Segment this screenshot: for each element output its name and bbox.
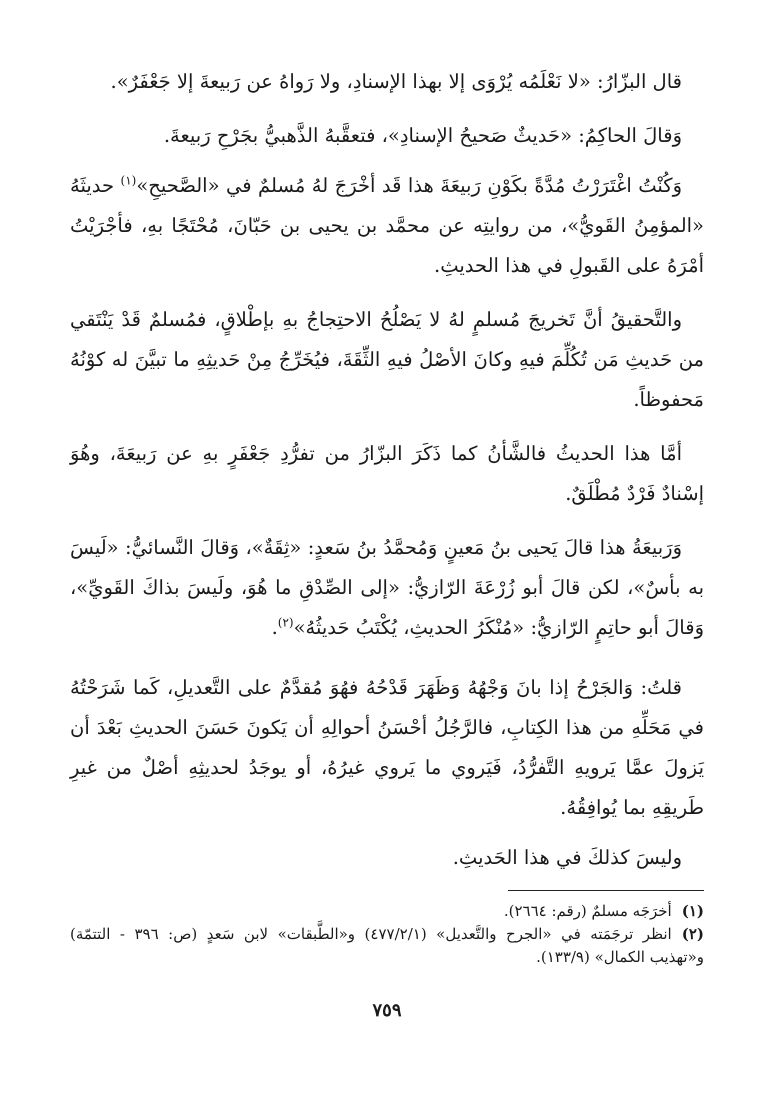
footnotes bbox=[70, 900, 704, 969]
footnote-text: أخرَجَه مسلمٌ (رقم: ٢٦٦٤). bbox=[503, 902, 672, 920]
paragraph-text: قال البزّارُ: «لا نَعْلَمُه يُرْوَى إلا بهذا الإسنادِ، ولا رَواهُ عن رَبيعةَ إلا جَعْفَرٌ». bbox=[110, 70, 682, 93]
page-number: ٧٥٩ bbox=[372, 1000, 402, 1021]
footnote-divider bbox=[508, 890, 704, 891]
paragraph-muslim-reference bbox=[70, 166, 704, 286]
footnote-1 bbox=[70, 900, 704, 923]
footnote-ref-2: (٢) bbox=[277, 615, 294, 630]
paragraph-text: قلتُ: وَالجَرْحُ إذا بانَ وَجْهُهُ وَظَهَرَ قَدْحُهُ فهُوَ مُقدَّمٌ على التَّعديلِ، كَما شَرَحْتُهُ في مَحَلِّهِ من هذا الكِتابِ، فالرَّجُلُ أحْسَنُ أحوالِهِ أن يَكونَ حَسَنَ الحديثِ بَعْدَ أن يَزولَ عمَّا يَرويهِ التَّفرُّدُ، فَيَروي ما يَروي غيرُهُ، أو يوجَدُ لحديثِهِ أصْلٌ من غيرِ طَريقِهِ بما يُوافِقُهُ. bbox=[70, 676, 704, 819]
paragraph-text: وَرَبيعَةُ هذا قالَ يَحيى بنُ مَعينٍ وَمُحمَّدُ بنُ سَعدٍ: «ثِقَةٌ»، وَقالَ النَّسائيُّ: «لَيسَ به بأسٌ»، لكن قالَ أبو زُرْعَةَ الرّازيُّ: «إلى الصِّدْقِ ما هُوَ، ولَيسَ بذاكَ القَويِّ»، وَقالَ أبو حاتِمٍ الرّازيُّ: «مُنْكَرُ الحديثِ، يُكْتَبُ حَديثُهُ» bbox=[70, 536, 704, 639]
paragraph-text: وَقالَ الحاكِمُ: «حَديثٌ صَحيحُ الإسنادِ»، فتعقَّبهُ الذَّهبيُّ بجَرْحِ رَبيعةَ. bbox=[163, 124, 682, 147]
footnote-number: (١) bbox=[681, 902, 704, 920]
paragraph-bazzar bbox=[70, 62, 704, 102]
paragraph-hadith-status bbox=[70, 434, 704, 514]
paragraph-rabia-grading bbox=[70, 528, 704, 648]
paragraph-text: أمَّا هذا الحديثُ فالشَّأنُ كما ذَكَرَ البزّارُ من تفرُّدِ جَعْفَرٍ بهِ عن رَبيعَةَ، وهُوَ إسْنادٌ فَرْدٌ مُطْلَقٌ. bbox=[70, 442, 704, 505]
footnote-text: انظر ترجَمَته في «الجرح والتَّعديل» (٤٧٧/٢/١) و«الطَّبقات» لابن سَعدٍ (ص: ٣٩٦ - التتمّة) و«تهذيب الكمال» (١٣٣/٩). bbox=[70, 925, 704, 966]
page-body bbox=[70, 62, 704, 1062]
paragraph-text-cont: حديثَهُ «المؤمِنُ القَويُّ»، من روايتِه عن محمَّد بن يحيى بن حَبّانَ، مُحْتَجًا بهِ، فأجْرَيْتُ أمْرَهُ على القَبولِ في هذا الحديثِ. bbox=[70, 174, 704, 277]
paragraph-end-mark: . bbox=[271, 616, 278, 639]
footnote-number: (٢) bbox=[681, 925, 704, 943]
paragraph-tahqiq bbox=[70, 300, 704, 420]
paragraph-text: وَكُنْتُ اغْتَرَرْتُ مُدَّةً بكَوْنِ رَبيعَةَ هذا قَد أخْرَجَ لهُ مُسلمٌ في «الصَّحيحِ» bbox=[136, 174, 682, 197]
paragraph-text: وليسَ كذلكَ في هذا الحَديثِ. bbox=[452, 846, 682, 869]
footnote-ref-1: (١) bbox=[120, 173, 137, 188]
paragraph-text: والتَّحقيقُ أنَّ تَخريجَ مُسلمٍ لهُ لا يَصْلُحُ الاحتِجاجُ بهِ بإطْلاقٍ، فمُسلمٌ قَدْ يَنْتَقي من حَديثِ مَن تُكُلِّمَ فيهِ وكانَ الأصْلُ فيهِ الثِّقَةَ، فيُخَرِّجُ مِنْ حَديثِهِ ما تبيَّنَ له كوْنُهُ مَحفوظاً. bbox=[70, 308, 704, 411]
paragraph-hakim bbox=[70, 116, 704, 156]
paragraph-conclusion bbox=[70, 838, 704, 878]
footnote-2 bbox=[70, 923, 704, 969]
paragraph-qultu bbox=[70, 668, 704, 828]
